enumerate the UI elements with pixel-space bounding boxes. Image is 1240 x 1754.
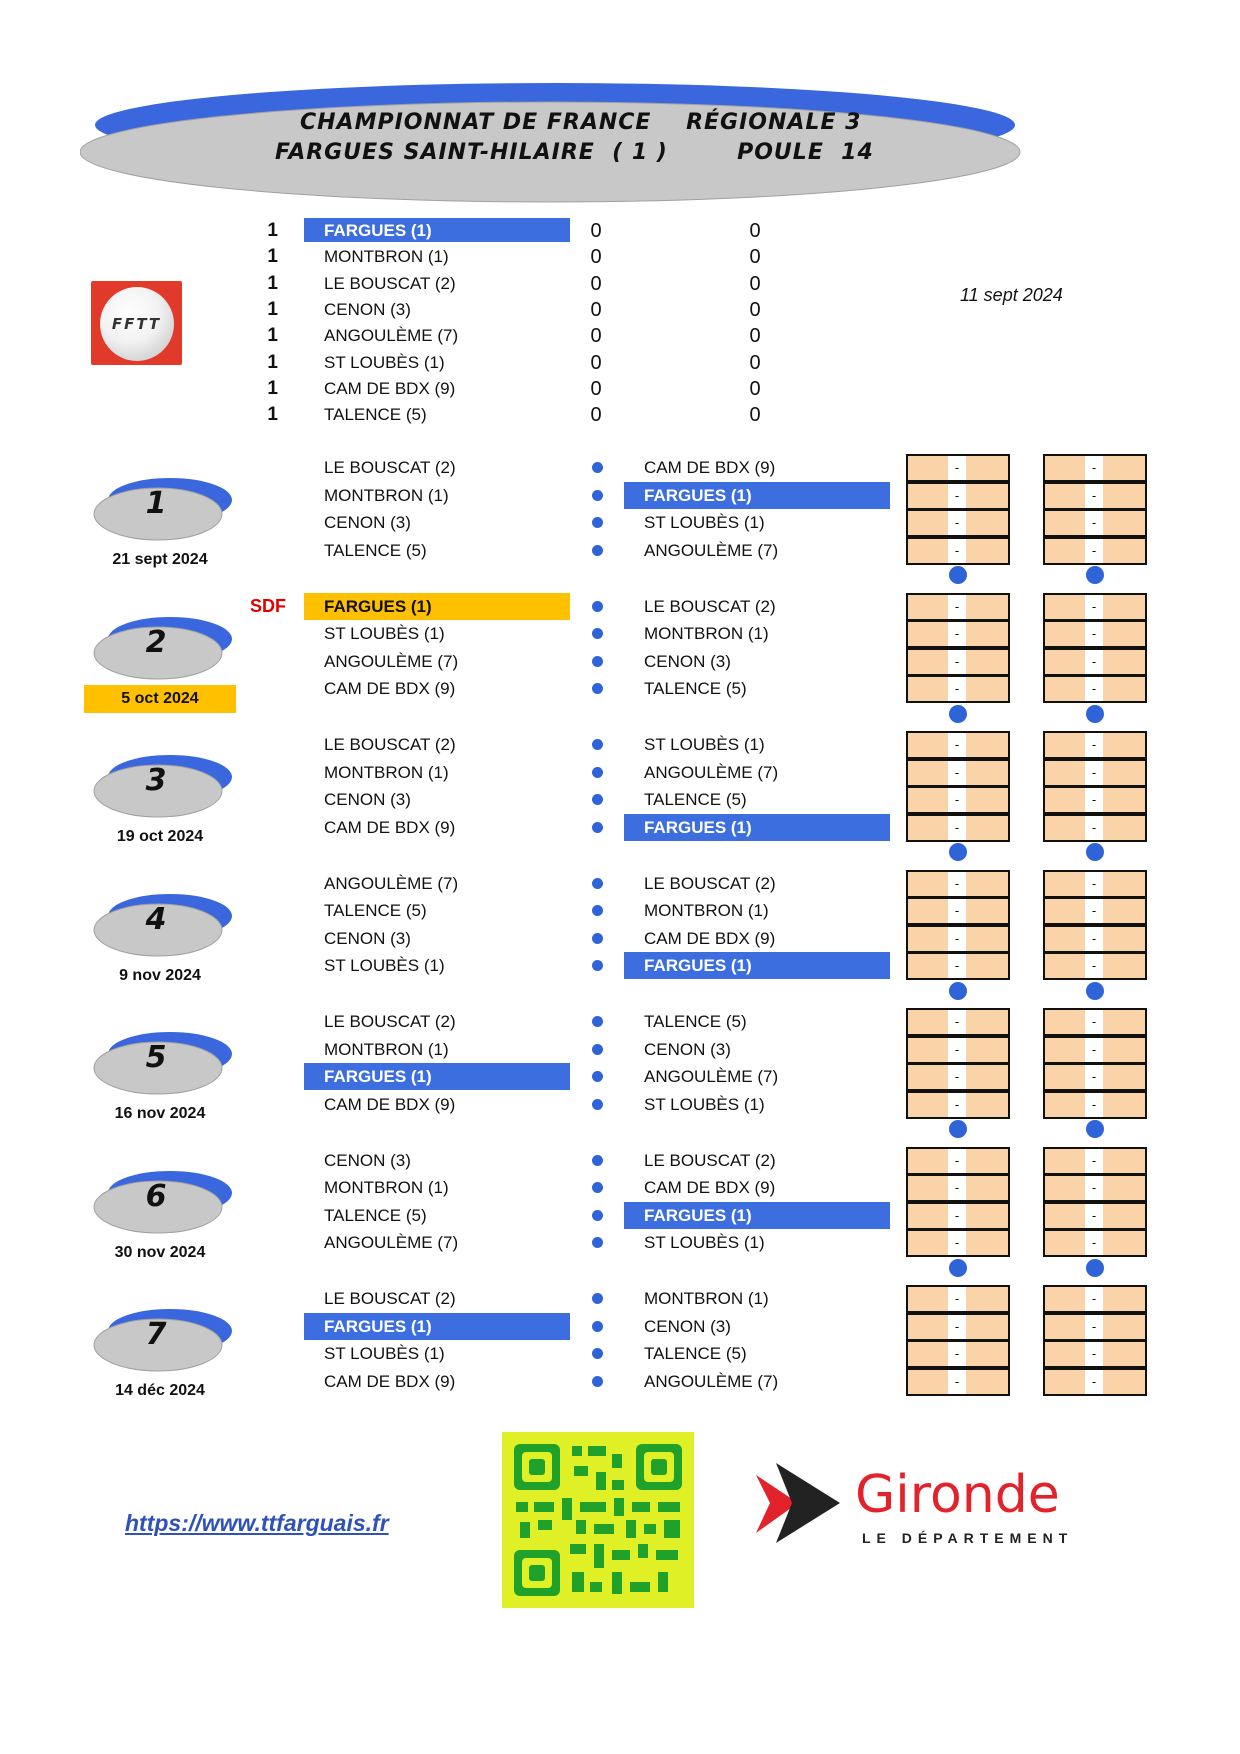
match-separator-dot <box>592 960 603 971</box>
score-box <box>906 731 1010 759</box>
standings-value-1: 0 <box>590 377 602 400</box>
round-end-dot <box>1086 705 1104 723</box>
match-home-team: MONTBRON (1) <box>324 1178 449 1198</box>
score-box <box>1043 952 1147 980</box>
score-value: - <box>948 733 966 757</box>
score-value: - <box>1085 1204 1103 1228</box>
match-home-team: TALENCE (5) <box>324 540 427 560</box>
match-away-team: ST LOUBÈS (1) <box>644 735 765 754</box>
score-box <box>1043 1313 1147 1341</box>
score-value: - <box>948 1204 966 1228</box>
score-value: - <box>1085 1287 1103 1311</box>
score-box <box>906 1036 1010 1064</box>
score-value: - <box>948 1038 966 1062</box>
round-end-dot <box>949 982 967 1000</box>
match-home-team: CAM DE BDX (9) <box>324 679 456 699</box>
score-value: - <box>948 511 966 535</box>
match-separator-dot <box>592 628 603 639</box>
score-value: - <box>1085 456 1103 480</box>
round-end-dot <box>949 566 967 584</box>
gironde-logo-subtitle: LE DÉPARTEMENT <box>862 1530 1074 1546</box>
score-value: - <box>1085 1093 1103 1117</box>
score-box <box>1043 1340 1147 1368</box>
standings-value-2: 0 <box>749 377 761 400</box>
round-badge <box>92 888 236 964</box>
score-box <box>1043 1063 1147 1091</box>
standings-row <box>0 271 1240 297</box>
match-home-team: FARGUES (1) <box>304 1313 570 1340</box>
match-away-team: ST LOUBÈS (1) <box>644 1094 765 1114</box>
score-value: - <box>1085 622 1103 646</box>
score-box <box>906 675 1010 703</box>
score-box <box>906 1285 1010 1313</box>
score-box <box>906 1174 1010 1202</box>
match-home-team: FARGUES (1) <box>304 593 570 620</box>
round-end-dot <box>949 705 967 723</box>
standings-rank: 1 <box>267 325 278 347</box>
round-date: 9 nov 2024 <box>119 966 201 984</box>
standings-rank: 1 <box>267 272 278 294</box>
match-away-team: CENON (3) <box>644 651 731 671</box>
match-home-team: CAM DE BDX (9) <box>324 817 456 837</box>
score-box <box>906 1202 1010 1230</box>
score-box <box>1043 1174 1147 1202</box>
round-end-dot <box>949 843 967 861</box>
standings-row <box>0 218 1240 244</box>
match-home-team: CENON (3) <box>324 790 411 810</box>
score-value: - <box>1085 511 1103 535</box>
standings-value-2: 0 <box>749 246 761 269</box>
match-away-team: LE BOUSCAT (2) <box>644 873 776 893</box>
score-value: - <box>1085 484 1103 508</box>
score-box <box>906 1313 1010 1341</box>
standings-value-1: 0 <box>590 325 602 348</box>
score-box <box>906 786 1010 814</box>
match-away-team: ANGOULÈME (7) <box>644 1371 779 1391</box>
score-box <box>1043 1036 1147 1064</box>
score-box <box>906 620 1010 648</box>
score-box <box>1043 759 1147 787</box>
score-value: - <box>1085 872 1103 896</box>
match-away-team: ST LOUBÈS (1) <box>644 513 765 533</box>
standings-team: FARGUES (1) <box>304 218 570 242</box>
score-box <box>1043 870 1147 898</box>
score-box <box>906 509 1010 537</box>
score-value: - <box>1085 816 1103 840</box>
score-value: - <box>1085 650 1103 674</box>
standings-value-1: 0 <box>590 351 602 374</box>
score-value: - <box>948 1065 966 1089</box>
match-separator-dot <box>592 517 603 528</box>
update-date: 11 sept 2024 <box>960 285 1063 305</box>
match-home-team: LE BOUSCAT (2) <box>324 1289 456 1308</box>
match-separator-dot <box>592 1376 603 1387</box>
match-home-team: LE BOUSCAT (2) <box>324 735 456 754</box>
match-home-team: TALENCE (5) <box>324 901 427 921</box>
score-value: - <box>948 761 966 785</box>
standings-row <box>0 244 1240 270</box>
match-away-team: TALENCE (5) <box>644 1344 747 1364</box>
match-separator-dot <box>592 767 603 778</box>
standings-value-2: 0 <box>749 220 761 242</box>
standings-rank: 1 <box>267 298 278 320</box>
match-home-team: FARGUES (1) <box>304 1063 570 1090</box>
gironde-logo-text: Gironde <box>855 1465 1060 1525</box>
match-away-team: LE BOUSCAT (2) <box>644 1150 776 1170</box>
score-value: - <box>948 539 966 563</box>
round-badge <box>92 611 236 687</box>
standings-rank: 1 <box>267 404 278 426</box>
score-box <box>1043 1008 1147 1036</box>
round-badge <box>92 472 236 548</box>
header-banner <box>80 70 1035 205</box>
score-box <box>1043 1285 1147 1313</box>
score-box <box>1043 786 1147 814</box>
score-box <box>906 482 1010 510</box>
match-separator-dot <box>592 1182 603 1193</box>
score-value: - <box>948 788 966 812</box>
score-box <box>1043 537 1147 565</box>
score-value: - <box>1085 1370 1103 1394</box>
score-box <box>906 537 1010 565</box>
round-number: 4 <box>145 901 167 937</box>
match-home-team: ST LOUBÈS (1) <box>324 624 445 644</box>
standings-value-1: 0 <box>590 246 602 269</box>
score-value: - <box>948 1315 966 1339</box>
score-value: - <box>948 927 966 951</box>
standings-value-1: 0 <box>590 404 602 427</box>
fftt-logo-text: FFTT <box>111 315 162 333</box>
match-away-team: CAM DE BDX (9) <box>644 928 776 948</box>
standings-value-1: 0 <box>590 220 602 242</box>
standings-team: ANGOULÈME (7) <box>324 326 459 346</box>
match-home-team: LE BOUSCAT (2) <box>324 458 456 477</box>
round-end-dot <box>1086 1120 1104 1138</box>
match-away-team: MONTBRON (1) <box>644 901 769 921</box>
standings-value-1: 0 <box>590 272 602 295</box>
standings-team: CAM DE BDX (9) <box>324 378 456 398</box>
round-end-dot <box>1086 1259 1104 1277</box>
match-separator-dot <box>592 1293 603 1304</box>
score-box <box>906 952 1010 980</box>
score-value: - <box>948 595 966 619</box>
match-away-team: ST LOUBÈS (1) <box>644 1233 765 1253</box>
score-value: - <box>1085 1010 1103 1034</box>
match-separator-dot <box>592 462 603 473</box>
match-separator-dot <box>592 878 603 889</box>
match-home-team: ANGOULÈME (7) <box>324 873 459 893</box>
match-separator-dot <box>592 1210 603 1221</box>
score-box <box>1043 897 1147 925</box>
match-separator-dot <box>592 1099 603 1110</box>
score-value: - <box>1085 788 1103 812</box>
score-box <box>906 1340 1010 1368</box>
match-separator-dot <box>592 656 603 667</box>
score-box <box>906 1368 1010 1396</box>
round-end-dot <box>1086 982 1104 1000</box>
score-value: - <box>1085 1038 1103 1062</box>
match-home-team: CAM DE BDX (9) <box>324 1094 456 1114</box>
score-value: - <box>1085 1065 1103 1089</box>
round-date: 21 sept 2024 <box>112 551 208 568</box>
score-box <box>906 759 1010 787</box>
round-number: 5 <box>145 1040 167 1075</box>
match-separator-dot <box>592 794 603 805</box>
score-value: - <box>948 899 966 923</box>
round-date: 16 nov 2024 <box>114 1105 206 1122</box>
header-title-line2: FARGUES SAINT-HILAIRE ( 1 ) POULE 14 <box>275 140 874 165</box>
score-box <box>1043 482 1147 510</box>
score-value: - <box>1085 1231 1103 1255</box>
score-value: - <box>948 1010 966 1034</box>
match-away-team: CENON (3) <box>644 1039 731 1059</box>
score-value: - <box>948 1149 966 1173</box>
round-end-dot <box>949 1120 967 1138</box>
round-badge <box>92 1303 236 1379</box>
gironde-logo-icon <box>748 1455 848 1555</box>
score-box <box>1043 1368 1147 1396</box>
match-home-team: MONTBRON (1) <box>324 485 449 505</box>
match-away-team: MONTBRON (1) <box>644 624 769 644</box>
score-box <box>1043 454 1147 482</box>
match-separator-dot <box>592 1348 603 1359</box>
score-box <box>906 1229 1010 1257</box>
match-separator-dot <box>592 1237 603 1248</box>
score-box <box>1043 925 1147 953</box>
score-value: - <box>948 650 966 674</box>
score-box <box>1043 620 1147 648</box>
match-separator-dot <box>592 822 603 833</box>
standings-value-2: 0 <box>749 404 761 427</box>
match-separator-dot <box>592 490 603 501</box>
match-home-team: CENON (3) <box>324 513 411 533</box>
score-value: - <box>1085 927 1103 951</box>
match-away-team: FARGUES (1) <box>624 952 890 979</box>
match-home-team: LE BOUSCAT (2) <box>324 1012 456 1031</box>
score-box <box>906 925 1010 953</box>
standings-team: TALENCE (5) <box>324 405 427 425</box>
club-website-link[interactable]: https://www.ttfarguais.fr <box>125 1510 389 1536</box>
score-box <box>906 593 1010 621</box>
qr-code <box>502 1432 694 1608</box>
score-box <box>1043 1091 1147 1119</box>
match-separator-dot <box>592 1321 603 1332</box>
match-home-team: ANGOULÈME (7) <box>324 1233 459 1253</box>
round-date: 19 oct 2024 <box>116 828 204 845</box>
banner-shape <box>80 70 1035 205</box>
match-separator-dot <box>592 933 603 944</box>
score-box <box>1043 1147 1147 1175</box>
match-away-team: FARGUES (1) <box>624 1202 890 1229</box>
header-title-line1: CHAMPIONNAT DE FRANCE RÉGIONALE 3 <box>300 110 862 135</box>
match-away-team: ANGOULÈME (7) <box>644 540 779 560</box>
score-value: - <box>1085 954 1103 978</box>
match-away-team: TALENCE (5) <box>644 790 747 810</box>
standings-row <box>0 297 1240 323</box>
score-value: - <box>948 622 966 646</box>
match-home-team: TALENCE (5) <box>324 1205 427 1225</box>
score-value: - <box>948 1231 966 1255</box>
match-away-team: CAM DE BDX (9) <box>644 458 776 477</box>
standings-team: ST LOUBÈS (1) <box>324 352 445 372</box>
score-value: - <box>948 1342 966 1366</box>
score-box <box>906 454 1010 482</box>
match-home-team: CENON (3) <box>324 928 411 948</box>
match-away-team: ANGOULÈME (7) <box>644 1067 779 1087</box>
match-separator-dot <box>592 1044 603 1055</box>
match-separator-dot <box>592 1155 603 1166</box>
standings-rank: 1 <box>267 220 278 241</box>
score-box <box>906 897 1010 925</box>
score-box <box>1043 731 1147 759</box>
score-box <box>1043 593 1147 621</box>
match-away-team: CENON (3) <box>644 1316 731 1336</box>
match-home-team: ANGOULÈME (7) <box>324 651 459 671</box>
score-value: - <box>1085 761 1103 785</box>
qr-code-icon <box>502 1432 694 1608</box>
round-note: SDF <box>250 595 286 616</box>
score-value: - <box>948 1287 966 1311</box>
score-box <box>906 648 1010 676</box>
match-home-team: CAM DE BDX (9) <box>324 1371 456 1391</box>
match-home-team: MONTBRON (1) <box>324 762 449 782</box>
score-box <box>906 1147 1010 1175</box>
round-number: 2 <box>145 624 167 660</box>
match-separator-dot <box>592 1071 603 1082</box>
round-date: 5 oct 2024 <box>84 685 236 713</box>
score-value: - <box>1085 1342 1103 1366</box>
score-box <box>1043 1202 1147 1230</box>
score-value: - <box>948 954 966 978</box>
round-date: 30 nov 2024 <box>114 1243 206 1261</box>
score-value: - <box>1085 1149 1103 1173</box>
score-box <box>1043 509 1147 537</box>
match-separator-dot <box>592 1016 603 1027</box>
score-box <box>1043 1229 1147 1257</box>
standings-team: CENON (3) <box>324 299 411 319</box>
score-value: - <box>948 816 966 840</box>
match-away-team: TALENCE (5) <box>644 1012 747 1031</box>
match-away-team: FARGUES (1) <box>624 814 890 841</box>
standings-value-1: 0 <box>590 298 602 321</box>
round-number: 6 <box>145 1178 167 1214</box>
round-number: 7 <box>145 1317 167 1352</box>
standings-row <box>0 323 1240 349</box>
match-away-team: MONTBRON (1) <box>644 1289 769 1308</box>
match-away-team: TALENCE (5) <box>644 679 747 699</box>
score-box <box>1043 675 1147 703</box>
score-box <box>1043 648 1147 676</box>
match-home-team: ST LOUBÈS (1) <box>324 956 445 976</box>
round-end-dot <box>1086 566 1104 584</box>
match-away-team: CAM DE BDX (9) <box>644 1178 776 1198</box>
round-date: 14 déc 2024 <box>115 1382 205 1399</box>
standings-team: MONTBRON (1) <box>324 247 449 267</box>
standings-row <box>0 350 1240 376</box>
standings-value-2: 0 <box>749 325 761 348</box>
score-value: - <box>1085 677 1103 701</box>
standings-value-2: 0 <box>749 298 761 321</box>
score-value: - <box>1085 1315 1103 1339</box>
score-value: - <box>948 677 966 701</box>
score-value: - <box>948 1093 966 1117</box>
match-home-team: ST LOUBÈS (1) <box>324 1344 445 1364</box>
score-value: - <box>948 1370 966 1394</box>
round-badge <box>92 749 236 825</box>
score-value: - <box>948 872 966 896</box>
score-box <box>906 814 1010 842</box>
standings-value-2: 0 <box>749 272 761 295</box>
round-badge <box>92 1165 236 1241</box>
score-box <box>1043 814 1147 842</box>
standings-rank: 1 <box>267 351 278 373</box>
score-value: - <box>1085 899 1103 923</box>
round-end-dot <box>949 1259 967 1277</box>
score-value: - <box>948 484 966 508</box>
score-box <box>906 870 1010 898</box>
standings-row <box>0 402 1240 428</box>
match-away-team: FARGUES (1) <box>624 482 890 509</box>
score-box <box>906 1091 1010 1119</box>
score-box <box>906 1063 1010 1091</box>
match-home-team: CENON (3) <box>324 1150 411 1170</box>
score-value: - <box>1085 595 1103 619</box>
match-home-team: MONTBRON (1) <box>324 1039 449 1059</box>
match-separator-dot <box>592 905 603 916</box>
match-away-team: ANGOULÈME (7) <box>644 762 779 782</box>
standings-row <box>0 376 1240 402</box>
round-number: 1 <box>145 486 167 521</box>
round-badge <box>92 1026 236 1102</box>
match-separator-dot <box>592 739 603 750</box>
match-away-team: LE BOUSCAT (2) <box>644 596 776 616</box>
round-end-dot <box>1086 843 1104 861</box>
standings-rank: 1 <box>267 377 278 399</box>
match-separator-dot <box>592 683 603 694</box>
match-separator-dot <box>592 545 603 556</box>
score-value: - <box>948 456 966 480</box>
standings-team: LE BOUSCAT (2) <box>324 273 456 293</box>
score-value: - <box>1085 539 1103 563</box>
score-box <box>906 1008 1010 1036</box>
score-value: - <box>1085 733 1103 757</box>
round-number: 3 <box>145 763 167 798</box>
score-value: - <box>1085 1176 1103 1200</box>
match-separator-dot <box>592 601 603 612</box>
standings-rank: 1 <box>267 246 278 268</box>
score-value: - <box>948 1176 966 1200</box>
standings-value-2: 0 <box>749 351 761 374</box>
